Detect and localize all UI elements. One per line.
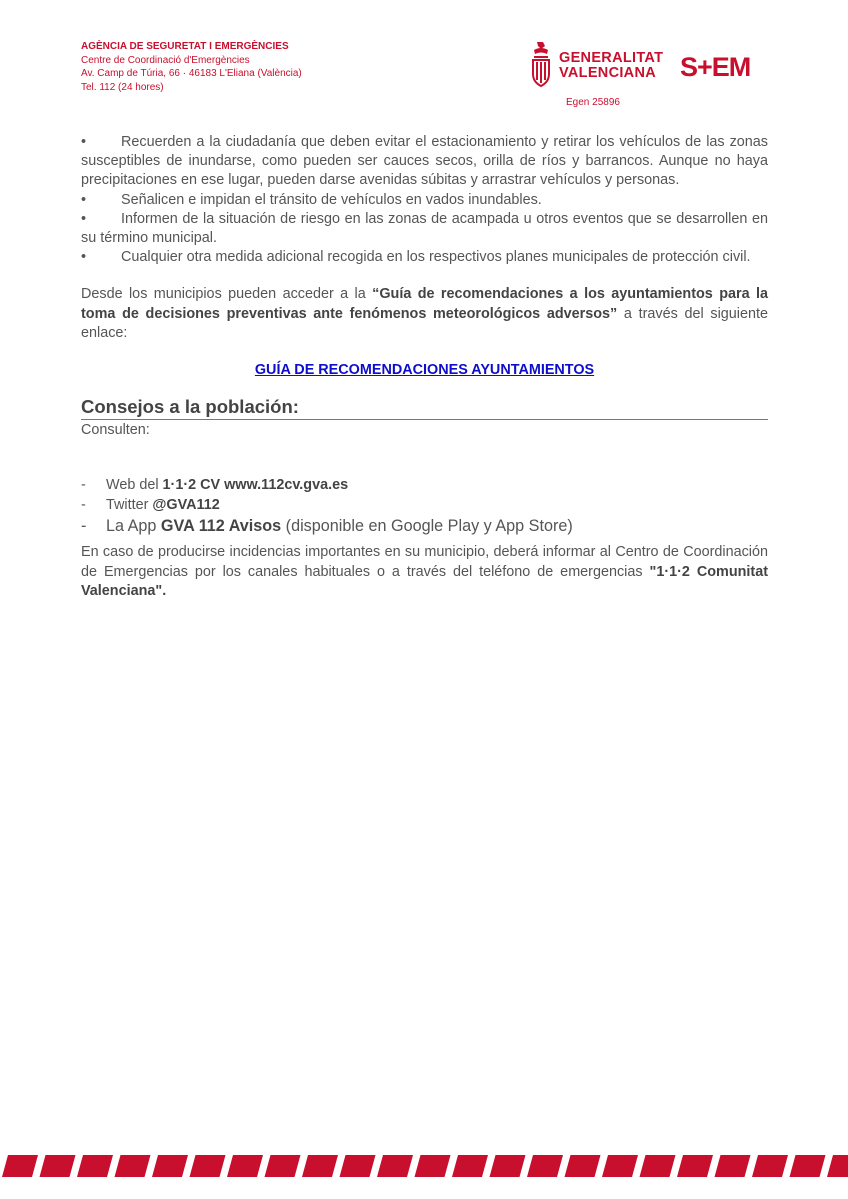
channel-twitter-value: @GVA112 <box>152 497 220 514</box>
footer-stripe <box>302 1155 338 1177</box>
channel-prefix: Web del <box>106 477 163 494</box>
list-dash: - <box>81 517 87 536</box>
document-body <box>81 133 768 601</box>
sem-logo: S+EM <box>680 52 751 82</box>
final-paragraph <box>81 543 768 601</box>
guide-link[interactable]: GUÍA DE RECOMENDACIONES AYUNTAMIENTOS <box>254 362 595 379</box>
channel-app-value: GVA 112 Avisos <box>160 517 282 536</box>
agency-info <box>81 40 302 94</box>
channel-list <box>81 475 768 537</box>
final-text: En caso de producirse incidencias importantes en su municipio, deberá informar al Centro de Coordinación de Emergencias por los canales habituales o a través del teléfono de emergencias <box>81 544 768 580</box>
bullet-dot: • <box>81 134 87 150</box>
footer-stripe <box>490 1155 526 1177</box>
agency-center: Centre de Coordinació d'Emergències <box>81 54 250 66</box>
guide-intro: Desde los municipios pueden acceder a la <box>81 286 373 303</box>
bullet-item <box>81 210 768 248</box>
footer-stripe <box>452 1155 488 1177</box>
footer-stripe <box>265 1155 301 1177</box>
footer-stripe <box>227 1155 263 1177</box>
footer-stripe <box>340 1155 376 1177</box>
bullet-text: Cualquier otra medida adicional recogida en los respectivos planes municipales de protección civil. <box>121 249 751 266</box>
footer-stripe <box>152 1155 188 1177</box>
guide-link-container <box>81 361 768 380</box>
footer-stripe <box>715 1155 751 1177</box>
logo-line-1: GENERALITAT <box>559 50 664 66</box>
bullet-text: Recuerden a la ciudadanía que deben evitar el estacionamiento y retirar los vehículos de las zonas susceptibles de inundarse, como pueden ser cauces secos, orilla de ríos y barrancos. Aunque no haya precipitaciones en ese lugar, pueden darse avenidas súbitas y arrastrar vehículos y personas. <box>81 134 768 189</box>
footer-stripe <box>565 1155 601 1177</box>
bullet-item <box>81 191 768 210</box>
advice-section-title: Consejos a la población: <box>81 396 768 420</box>
footer-stripe <box>40 1155 76 1177</box>
consult-label: Consulten: <box>81 422 150 439</box>
agency-name: AGÈNCIA DE SEGURETAT I EMERGÈNCIES <box>81 41 289 52</box>
egen-reference: Egen 25896 <box>566 97 620 108</box>
guide-outro: a través del siguiente enlace: <box>81 305 768 341</box>
channel-web-value: 1·1·2 CV www.112cv.gva.es <box>162 477 349 494</box>
list-dash: - <box>81 477 86 494</box>
channel-item-twitter <box>81 495 768 515</box>
footer-stripe <box>2 1155 38 1177</box>
list-dash: - <box>81 497 86 514</box>
channel-suffix: (disponible en Google Play y App Store) <box>281 517 573 536</box>
bullet-dot: • <box>81 191 87 208</box>
bullet-text: Informen de la situación de riesgo en las zonas de acampada u otros eventos que se desarrollen en su término municipal. <box>81 210 768 247</box>
footer-stripe <box>640 1155 676 1177</box>
footer-stripe <box>115 1155 151 1177</box>
footer-stripe <box>602 1155 638 1177</box>
bullet-item <box>81 248 768 267</box>
generalitat-logo <box>530 40 664 90</box>
channel-prefix: Twitter <box>106 497 153 514</box>
channel-item-app <box>81 515 768 537</box>
footer-stripes <box>0 1155 848 1177</box>
footer-stripe <box>77 1155 113 1177</box>
final-emergency-number: "1·1·2 Comunitat Valenciana". <box>81 563 769 599</box>
bullet-item <box>81 133 768 191</box>
generalitat-wordmark <box>559 51 663 81</box>
logo-line-2: VALENCIANA <box>559 65 656 81</box>
bullet-dot: • <box>81 210 87 227</box>
bullet-dot: • <box>81 249 87 266</box>
guide-paragraph <box>81 285 768 343</box>
channel-prefix: La App <box>106 517 161 536</box>
footer-stripe <box>527 1155 563 1177</box>
footer-stripe <box>752 1155 788 1177</box>
agency-phone: Tel. 112 (24 hores) <box>81 81 164 93</box>
bullet-text: Señalicen e impidan el tránsito de vehículos en vados inundables. <box>121 191 542 208</box>
guide-title: “Guía de recomendaciones a los ayuntamientos para la toma de decisiones preventivas ante fenómenos meteorológicos adversos” <box>81 286 768 322</box>
generalitat-emblem-icon <box>530 40 552 90</box>
footer-stripe <box>790 1155 826 1177</box>
footer-stripe <box>190 1155 226 1177</box>
footer-stripe <box>415 1155 451 1177</box>
footer-stripe <box>827 1155 848 1177</box>
footer-stripe <box>377 1155 413 1177</box>
footer-stripe <box>677 1155 713 1177</box>
channel-item-web <box>81 475 768 495</box>
agency-address: Av. Camp de Túria, 66 · 46183 L'Eliana (València) <box>81 68 302 79</box>
